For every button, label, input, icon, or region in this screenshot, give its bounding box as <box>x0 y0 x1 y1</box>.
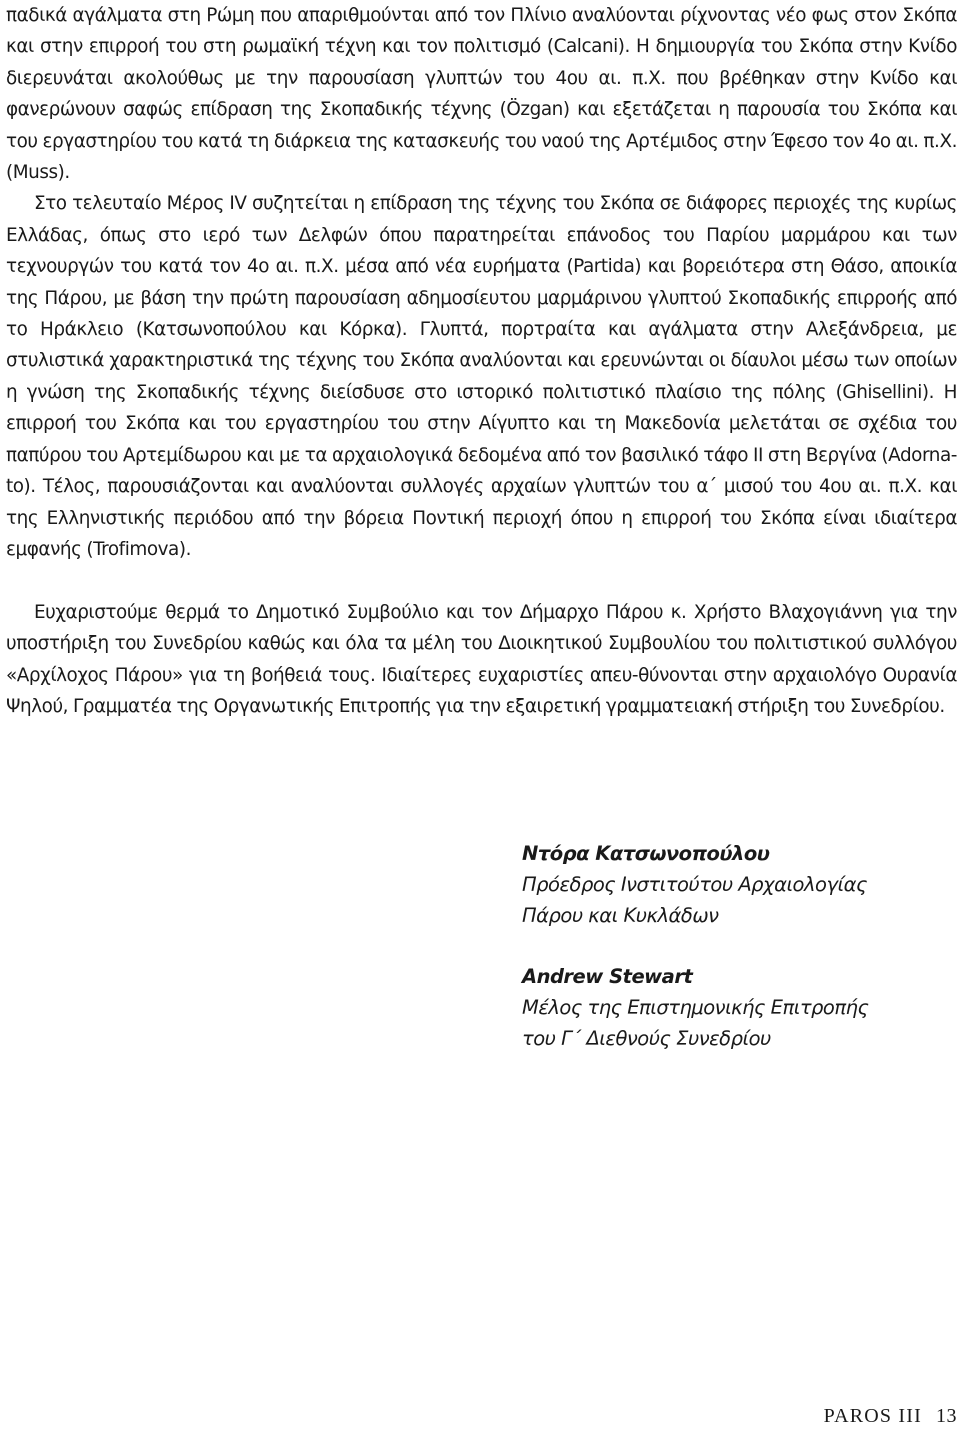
signatory-title-continued: Πάρου και Κυκλάδων <box>522 904 719 927</box>
signatory-title: Πρόεδρος Ινστιτούτου Αρχαιολογίας <box>522 873 867 896</box>
signatory-title: Μέλος της Επιστημονικής Επιτροπής <box>522 996 869 1019</box>
page-footer <box>824 1404 957 1428</box>
signatory-name: Ντόρα Κατσωνοπούλου <box>522 842 770 865</box>
signature-block-president <box>522 838 867 931</box>
signature-block-committee-member <box>522 961 868 1054</box>
page-number: 13 <box>936 1405 957 1427</box>
paragraph-1: παδικά αγάλματα στη Ρώμη που απαριθμούνται από τον Πλίνιο αναλύονται ρίχνοντας νέο φως στον Σκόπα και στην επιρροή του στη ρωμαϊκή τέχνη και τον πολιτισμό (Calcani). Η δημιουργία του Σκόπα στην Κνίδο διερευνάται ακολούθως με την παρουσίαση γλυπτών του 4ου αι. π.Χ. που βρέθηκαν στην Κνίδο και φανερώνουν σαφώς επίδραση της Σκοπαδικής τέχνης (Özgan) και εξετάζεται η παρουσία του Σκόπα και του εργαστηρίου του κατά τη διάρκεια της κατασκευής του ναού της Αρτέμιδος στην Έφεσο τον 4ο αι. π.Χ. (Muss). <box>6 5 957 184</box>
signatory-title-continued: του Γ΄ Διεθνούς Συνεδρίου <box>522 1027 771 1050</box>
body-text-top <box>6 0 957 565</box>
body-text-thanks <box>6 597 957 723</box>
acknowledgements-paragraph: Ευχαριστούμε θερμά το Δημοτικό Συμβούλιο και τον Δήμαρχο Πάρου κ. Χρήστο Βλαχογιάννη για την υποστήριξη του Συνεδρίου καθώς και όλα τα μέλη του Διοικητικού Συμβουλίου του πολιτιστικού συλλόγου «Αρχίλοχος Πάρου» για τη βοήθειά τους. Ιδιαίτερες ευχαριστίες απευ-θύνονται στην αρχαιολόγο Ουρανία Ψηλού, Γραμματέα της Οργανωτικής Επιτροπής για την εξαιρετική γραμματειακή στήριξη του Συνεδρίου. <box>6 602 957 718</box>
signatory-name: Andrew Stewart <box>522 965 693 988</box>
paragraph-2: Στο τελευταίο Μέρος IV συζητείται η επίδραση της τέχνης του Σκόπα σε διάφορες περιοχές της κυρίως Ελλάδας, όπως στο ιερό των Δελφών όπου παρατηρείται επάνοδος του Παρίου μαρμάρου και των τεχνουργών του κατά τον 4ο αι. π.Χ. μέσα από νέα ευρήματα (Partida) και βορειότερα στη Θάσο, αποικία της Πάρου, με βάση την πρώτη παρουσίαση αδημοσίευτου μαρμάρινου γλυπτού Σκοπαδικής επιρροής από το Ηράκλειο (Κατσωνοπούλου και Κόρκα). Γλυπτά, πορτραίτα και αγάλματα στην Αλεξάνδρεια, με στυλιστικά χαρακτηριστικά της τέχνης του Σκόπα αναλύονται και ερευνώνται οι δίαυλοι μέσω των οποίων η γνώση της Σκοπαδικής τέχνης διείσδυσε στο ιστορικό πολιτιστικό πλαίσιο της πόλης (Ghisellini). Η επιρροή του Σκόπα και του εργαστηρίου του στην Αίγυπτο και τη Μακεδονία μελετάται σε σχέδια του παπύρου του Αρτεμίδωρου και με τα αρχαιολογικά δεδομένα από τον βασιλικό τάφο ΙΙ στη Βεργίνα (Adorna-to). Τέλος, παρουσιάζονται και αναλύονται συλλογές αρχαίων γλυπτών του α΄ μισού του 4ου αι. π.Χ. και της Ελληνιστικής περιόδου από την βόρεια Ποντική περιοχή όπου η επιρροή του Σκόπα είναι ιδιαίτερα εμφανής (Trofimova). <box>6 193 957 560</box>
journal-title: PAROS III <box>823 1405 922 1427</box>
